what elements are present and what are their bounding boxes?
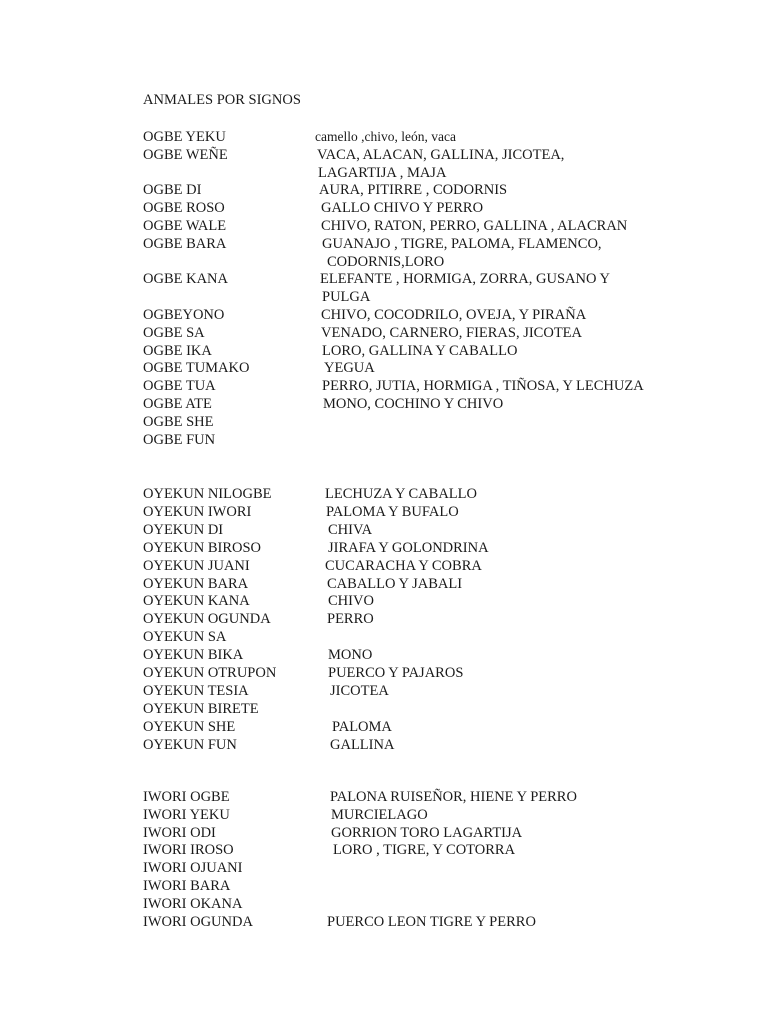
animals-text: CHIVO, RATON, PERRO, GALLINA , ALACRAN [321,218,628,234]
animals-text: CABALLO Y JABALI [327,575,463,592]
animals-text: AURA, PITIRRE , CODORNIS [319,182,508,199]
animals-text: GORRION TORO LAGARTIJA [331,824,523,841]
animals-text: MURCIELAGO [331,806,428,823]
sign-name: OYEKUN NILOGBE [143,486,272,502]
sign-name: OGBE SA [143,324,205,341]
animals-text: PERRO, JUTIA, HORMIGA , TIÑOSA, Y LECHUZA [322,378,644,395]
animals-text: JIRAFA Y GOLONDRINA [328,539,489,556]
animals-text: GALLINA [330,736,395,753]
sign-name: OGBE SHE [143,413,214,430]
sign-name: OGBE TUA [143,378,216,395]
sign-name: OYEKUN KANA [143,593,250,610]
sign-name: OYEKUN BARA [143,575,249,592]
sign-name: IWORI YEKU [143,806,230,823]
sign-name: OGBE YEKU [143,129,226,145]
animals-text: PUERCO Y PAJAROS [328,665,464,681]
sign-name: OGBE WEÑE [143,146,228,163]
animals-text-continued: CODORNIS,LORO [327,253,445,270]
animals-text: CHIVA [328,521,373,538]
sign-name: OYEKUN OTRUPON [143,665,277,681]
animals-text: GUANAJO , TIGRE, PALOMA, FLAMENCO, [322,235,602,252]
animals-text: camello ,chivo, león, vaca [315,129,456,144]
animals-text: PALONA RUISEÑOR, HIENE Y PERRO [330,789,577,805]
sign-name: OGBE KANA [143,271,228,288]
sign-name: OYEKUN SA [143,629,227,646]
sign-name: OYEKUN FUN [143,736,237,753]
sign-name: OGBE DI [143,182,202,199]
sign-name: OYEKUN SHE [143,718,236,735]
animals-text-continued: LAGARTIJA , MAJA [318,164,447,181]
page-title: ANMALES POR SIGNOS [143,92,301,108]
sign-name: IWORI OKANA [143,895,243,912]
sign-name: OGBEYONO [143,307,225,323]
sign-name: OYEKUN BIROSO [143,539,262,556]
sign-name: IWORI OGUNDA [143,913,253,930]
animals-text: CUCARACHA Y COBRA [325,557,482,574]
sign-name: OGBE ATE [143,396,212,412]
sign-name: OGBE TUMAKO [143,360,250,377]
animals-text: GALLO CHIVO Y PERRO [321,200,484,217]
sign-name: IWORI OGBE [143,789,230,805]
animals-text: PERRO [327,611,374,628]
sign-name: IWORI BARA [143,878,231,894]
sign-name: OYEKUN BIKA [143,647,244,664]
animals-text: CHIVO, COCODRILO, OVEJA, Y PIRAÑA [321,307,587,323]
sign-name: OYEKUN IWORI [143,503,252,520]
animals-text: JICOTEA [330,682,389,699]
sign-name: OGBE IKA [143,342,212,359]
sign-name: OGBE BARA [143,235,227,252]
sign-name: OGBE ROSO [143,200,225,217]
sign-name: OYEKUN BIRETE [143,700,259,717]
animals-text: VACA, ALACAN, GALLINA, JICOTEA, [317,146,565,163]
sign-name: OGBE FUN [143,431,216,448]
animals-text: VENADO, CARNERO, FIERAS, JICOTEA [321,324,583,341]
sign-name: OYEKUN JUANI [143,557,250,574]
animals-text: YEGUA [324,360,375,377]
sign-name: IWORI OJUANI [143,860,243,877]
sign-name: OYEKUN TESIA [143,682,249,699]
sign-name: OYEKUN DI [143,521,224,538]
animals-text: LECHUZA Y CABALLO [325,486,477,502]
animals-text: LORO , TIGRE, Y COTORRA [333,842,516,859]
sign-name: IWORI IROSO [143,842,234,859]
sign-name: IWORI ODI [143,824,216,841]
animals-text: PALOMA Y BUFALO [326,503,459,520]
animals-text: MONO, COCHINO Y CHIVO [323,396,504,412]
animals-text: CHIVO [328,593,374,610]
animals-text: PALOMA [332,718,392,735]
sign-name: OGBE WALE [143,218,227,234]
animals-text: MONO [328,647,373,664]
animals-text: LORO, GALLINA Y CABALLO [322,342,518,359]
animals-text: PUERCO LEON TIGRE Y PERRO [327,913,536,930]
animals-text: ELEFANTE , HORMIGA, ZORRA, GUSANO Y [320,271,610,288]
sign-name: OYEKUN OGUNDA [143,611,271,628]
animals-text-continued: PULGA [322,289,371,306]
